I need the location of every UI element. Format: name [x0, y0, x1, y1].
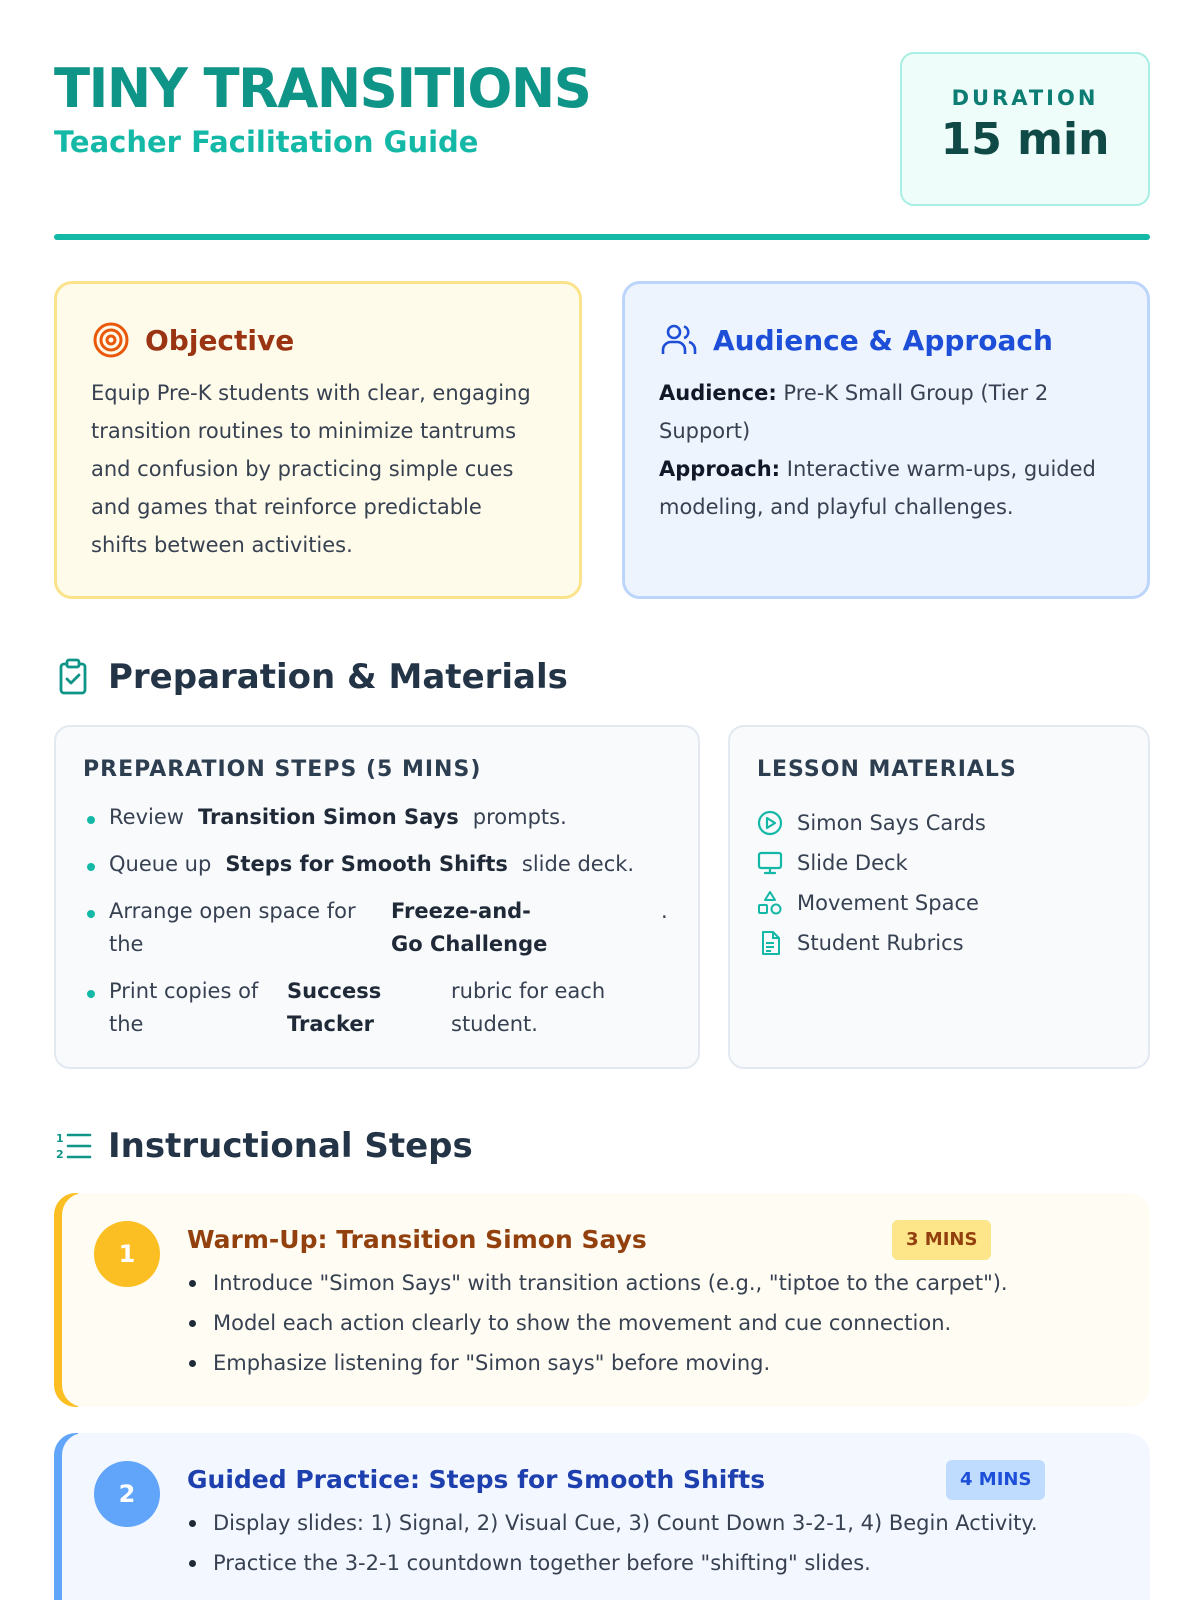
step-bold: Freeze-and-Go Challenge	[391, 899, 548, 956]
approach-line	[659, 450, 1111, 526]
instruction-section-title: Instructional Steps	[108, 1126, 473, 1166]
numbered-list-icon	[54, 1126, 94, 1166]
step-bullets	[187, 1263, 1008, 1383]
step-text: rubric for each student.	[451, 979, 606, 1036]
material-label: Movement Space	[797, 891, 979, 915]
duration-badge: 4 MINS	[946, 1460, 1045, 1500]
instruction-step-1	[54, 1193, 1150, 1407]
prep-section-title: Preparation & Materials	[108, 657, 568, 697]
step-accent-bar	[54, 1193, 78, 1407]
users-icon	[659, 320, 699, 360]
list-item: Display slides: 1) Signal, 2) Visual Cue, 3) Count Down 3-2-1, 4) Begin Activity.	[187, 1503, 1038, 1543]
page-title: TINY TRANSITIONS	[54, 57, 591, 120]
materials-list	[757, 803, 986, 963]
list-item: Practice the 3-2-1 countdown together before "shifting" slides.	[187, 1543, 1038, 1583]
objective-text: Equip Pre-K students with clear, engaging transition routines to minimize tantrums and confusion by practicing simple cues and games that reinforce predictable shifts between activities.	[91, 381, 531, 557]
step-text: Arrange open space for the	[109, 899, 356, 956]
prep-steps-title: PREPARATION STEPS (5 MINS)	[83, 757, 482, 782]
page-subtitle: Teacher Facilitation Guide	[54, 125, 479, 159]
header-divider	[54, 234, 1150, 240]
material-label: Simon Says Cards	[797, 811, 986, 835]
step-text: slide deck.	[521, 852, 635, 876]
play-circle-icon	[757, 810, 783, 836]
step-bullets	[187, 1503, 1038, 1583]
materials-card	[728, 725, 1150, 1069]
prep-section-heading	[54, 652, 568, 702]
duration-value: 15 min	[940, 114, 1110, 165]
audience-text: Pre-K Small Group (Tier 2 Support)	[659, 381, 1049, 443]
list-item: Model each action clearly to show the movement and cue connection.	[187, 1303, 1008, 1343]
approach-label: Approach:	[659, 457, 781, 481]
step-text: .	[661, 899, 668, 923]
objective-card	[54, 281, 582, 599]
approach-text: Interactive warm-ups, guided modeling, and playful challenges.	[659, 457, 1096, 519]
shapes-icon	[757, 890, 783, 916]
audience-line	[659, 374, 1111, 450]
prep-steps-list	[83, 801, 683, 1055]
list-item	[757, 923, 986, 963]
monitor-icon	[757, 850, 783, 876]
step-bold: Success Tracker	[287, 979, 382, 1036]
clipboard-check-icon	[54, 657, 94, 697]
audience-card	[622, 281, 1150, 599]
step-text: prompts.	[472, 805, 567, 829]
step-bold: Steps for Smooth Shifts	[225, 852, 508, 876]
list-item: Introduce "Simon Says" with transition actions (e.g., "tiptoe to the carpet").	[187, 1263, 1008, 1303]
step-bold: Transition Simon Says	[197, 805, 459, 829]
step-title: Guided Practice: Steps for Smooth Shifts	[187, 1465, 766, 1494]
duration-label: DURATION	[951, 86, 1099, 110]
list-item	[757, 883, 986, 923]
step-number: 2	[94, 1461, 160, 1527]
step-text: Queue up	[109, 852, 212, 876]
list-item	[757, 843, 986, 883]
instruction-step-2	[54, 1433, 1150, 1600]
instruction-section-heading	[54, 1121, 473, 1171]
document-icon	[757, 930, 783, 956]
header	[54, 52, 1150, 212]
materials-title: LESSON MATERIALS	[757, 757, 1017, 782]
step-text: Review	[109, 805, 184, 829]
list-item	[757, 803, 986, 843]
list-item	[83, 975, 683, 1055]
list-item	[83, 848, 683, 895]
duration-card	[900, 52, 1150, 206]
svg-text:2: 2	[56, 1148, 64, 1161]
material-label: Slide Deck	[797, 851, 908, 875]
material-label: Student Rubrics	[797, 931, 964, 955]
audience-body	[659, 374, 1111, 526]
list-item	[83, 801, 683, 848]
step-number: 1	[94, 1221, 160, 1287]
svg-text:1: 1	[56, 1132, 64, 1145]
audience-label: Audience:	[659, 381, 777, 405]
prep-steps-card	[54, 725, 700, 1069]
target-icon	[91, 320, 131, 360]
step-title: Warm-Up: Transition Simon Says	[187, 1225, 647, 1254]
objective-title: Objective	[145, 323, 295, 357]
duration-badge: 3 MINS	[892, 1220, 991, 1260]
list-item: Emphasize listening for "Simon says" before moving.	[187, 1343, 1008, 1383]
step-text: Print copies of the	[109, 979, 259, 1036]
step-accent-bar	[54, 1433, 78, 1600]
audience-title: Audience & Approach	[713, 323, 1053, 357]
list-item	[83, 895, 683, 975]
